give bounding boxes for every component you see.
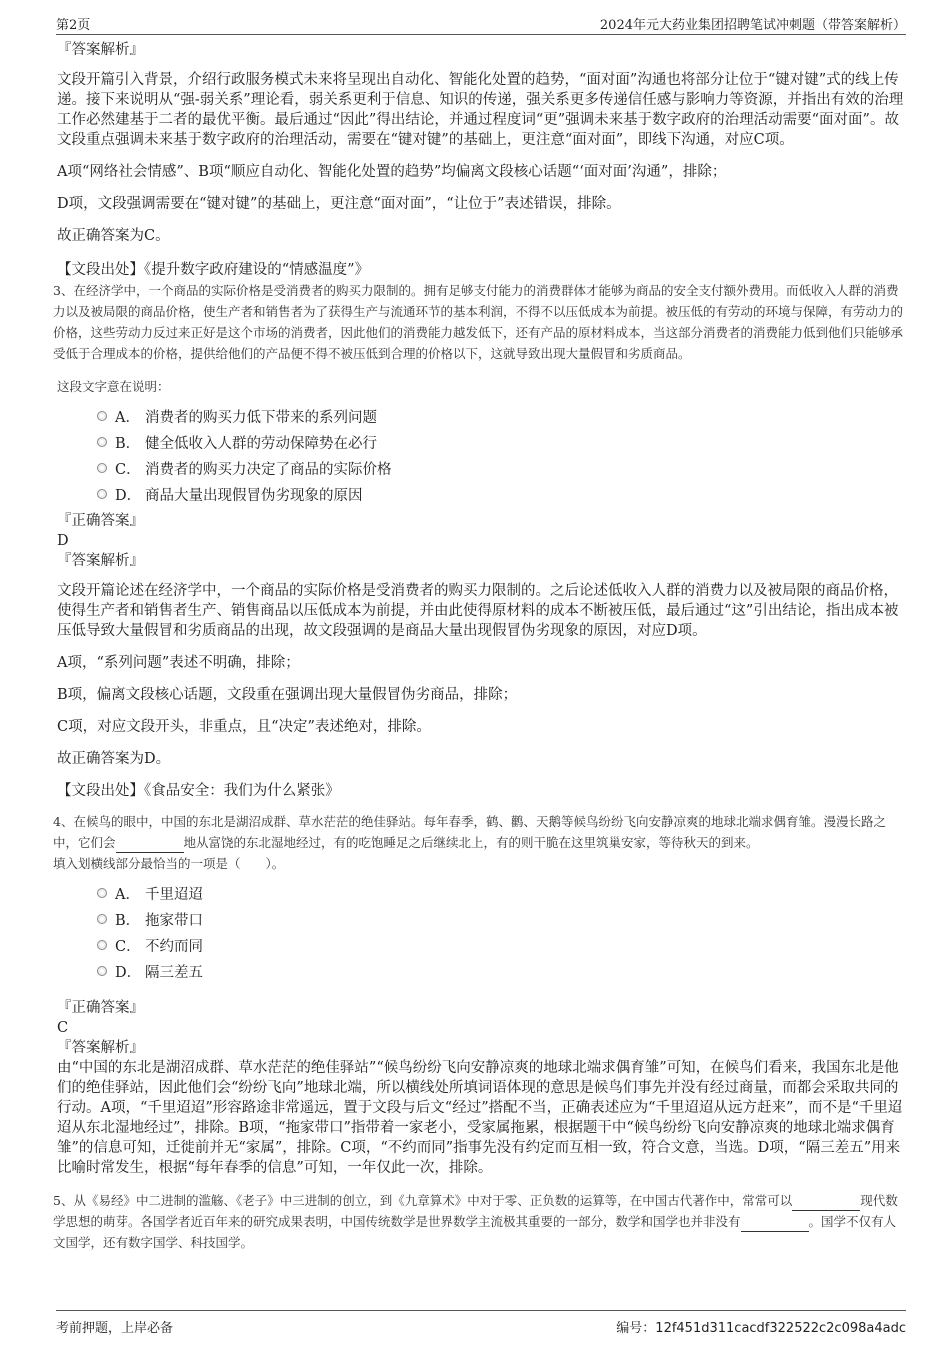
q4-options — [97, 880, 905, 984]
q4-analysis-text: 由“中国的东北是湖沼成群、草水茫茫的绝佳驿站”“候鸟纷纷飞向安静凉爽的地球北端求偶育雏”可知，在候鸟们看来，我国东北是他们的绝佳驿站，因此他们会“纷纷飞向”地球北端，所以横线处所填词语体现的意思是候鸟们事先并没有经过商量，而都会采取共同的行动。A项，“千里迢迢”形容路途非常遥远，置于文段与后文“经过”搭配不当，正确表述应为“千里迢迢从远方赶来”，而不是“千里迢迢从东北湿地经过”，排除。B项，“拖家带口”指带着一家老小，受家属拖累，根据题干中“候鸟纷纷飞向安静凉爽的地球北端求偶育雏”的信息可知，迁徙前并无“家属”，排除。C项，“不约而同”指事先没有约定而互相一致，符合文意，当选。D项，“隔三差五”用来比喻时常发生，根据“每年春季的信息”可知，一年仅此一次，排除。 — [57, 1060, 903, 1176]
radio-icon[interactable] — [97, 966, 107, 976]
radio-icon[interactable] — [97, 463, 107, 473]
q5-stem: 5、从《易经》中二进制的滥觞、《老子》中三进制的创立，到《九章算术》中对于零、正负数的运算等，在中国古代著作中，常常可以 现代数学思想的萌芽。各国学者近百年来的研究成果表明，中国传统数学是世界数学主流极其重要的一部分，数学和国学也并非没有 。国学不仅有人文国学，还有数字国学、科技国学。 — [53, 1193, 898, 1250]
q2-analysis-heading: 『答案解析』 — [57, 42, 144, 58]
q3-option-a[interactable]: A． 消费者的购买力低下带来的系列问题 — [97, 403, 905, 429]
page-number: 第2页 — [56, 18, 91, 33]
q4-correct-answer: C — [57, 1020, 69, 1036]
q3-conclusion: 故正确答案为D。 — [57, 751, 171, 767]
q4-question: 填入划横线部分最恰当的一项是（ ）。 — [53, 856, 285, 871]
document-code: 编号：12f451d311cacdf322522c2c098a4adc — [616, 1321, 906, 1336]
q4-option-c[interactable]: C． 不约而同 — [97, 932, 905, 958]
fill-blank — [741, 1217, 809, 1232]
q4-stem: 4、在候鸟的眼中，中国的东北是湖沼成群、草水茫茫的绝佳驿站。每年春季，鹤、鹳、天鹅等候鸟纷纷飞向安静凉爽的地球北端求偶育雏。漫漫长路之中，它们会 地从富饶的东北湿地经过，有的吃饱睡足之后继续北上，有的则干脆在这里筑巢安家，等待秋天的到来。 — [53, 811, 905, 853]
footer-slogan: 考前押题，上岸必备 — [56, 1321, 174, 1336]
q2-conclusion: 故正确答案为C。 — [57, 228, 170, 244]
fill-blank — [792, 1196, 860, 1211]
q4-option-b[interactable]: B． 拖家带口 — [97, 906, 905, 932]
q3-option-a-note: A项，“系列问题”表述不明确，排除； — [57, 655, 300, 671]
q4-option-d[interactable]: D． 隔三差五 — [97, 958, 905, 984]
radio-icon[interactable] — [97, 411, 107, 421]
q3-source: 【文段出处】《食品安全：我们为什么紧张》 — [57, 783, 340, 799]
q3-analysis-heading: 『答案解析』 — [57, 553, 144, 569]
document-title: 2024年元大药业集团招聘笔试冲刺题（带答案解析） — [599, 18, 906, 33]
q3-correct-heading: 『正确答案』 — [57, 513, 144, 529]
q2-option-d-note: D项，文段强调需要在“键对键”的基础上，更注意“面对面”，“让位于”表述错误，排除。 — [57, 196, 621, 212]
q3-option-b-note: B项，偏离文段核心话题，文段重在强调出现大量假冒伪劣商品，排除； — [57, 687, 518, 703]
q2-source: 【文段出处】《提升数字政府建设的“情感温度”》 — [57, 262, 370, 278]
q4-analysis-heading: 『答案解析』 — [57, 1040, 144, 1056]
q2-option-a-b-note: A项“网络社会情感”、B项“顺应自动化、智能化处置的趋势”均偏离文段核心话题“‘面对面’沟通”，排除； — [57, 164, 727, 180]
q4-correct-heading: 『正确答案』 — [57, 1000, 144, 1016]
q3-correct-answer: D — [57, 533, 69, 549]
q3-analysis-text: 文段开篇论述在经济学中，一个商品的实际价格是受消费者的购买力限制的。之后论述低收入人群的消费力以及被局限的商品价格，使得生产者和销售者生产、销售商品以压低成本为前提，并由此使得原材料的成本不断被压低，最后通过“这”引出结论，指出成本被压低导致大量假冒和劣质商品的出现，故文段强调的是商品大量出现假冒伪劣现象的原因，对应D项。 — [57, 583, 899, 639]
q4-option-a[interactable]: A． 千里迢迢 — [97, 880, 905, 906]
q3-option-c-note: C项，对应文段开头，非重点，且“决定”表述绝对，排除。 — [57, 719, 431, 735]
q2-analysis-text: 文段开篇引入背景，介绍行政服务模式未来将呈现出自动化、智能化处置的趋势，“面对面”沟通也将部分让位于“键对键”式的线上传递。接下来说明从“强-弱关系”理论看，弱关系更利于信息、知识的传递，强关系更多传递信任感与影响力等资源，并指出有效的治理工作必然建基于二者的最优平衡。最后通过“因此”得出结论，并通过程度词“更”强调未来基于数字政府的治理活动需要“面对面”。故文段重点强调未来基于数字政府的治理活动，需要在“键对键”的基础上，更注意“面对面”，即线下沟通，对应C项。 — [57, 72, 904, 148]
q3-question: 这段文字意在说明： — [57, 379, 170, 394]
radio-icon[interactable] — [97, 489, 107, 499]
q3-stem: 3、在经济学中，一个商品的实际价格是受消费者的购买力限制的。拥有足够支付能力的消费群体才能够为商品的安全支付额外费用。而低收入人群的消费力以及被局限的商品价格，使生产者和销售者为了获得生产与流通环节的基本利润，不得不以压低成本为前提。被压低的有劳动的环境与保障，有劳动力的价格，这些劳动力反过来正好是这个市场的消费者，因此他们的消费能力越发低下，还有产品的原材料成本，当这部分消费者的消费能力低到他们只能够承受低于合理成本的价格，提供给他们的产品便不得不被压低到合理的价格以下，这就导致出现大量假冒和劣质商品。 — [53, 283, 904, 361]
q3-option-b[interactable]: B． 健全低收入人群的劳动保障势在必行 — [97, 429, 905, 455]
q3-options — [97, 403, 905, 507]
q3-option-d[interactable]: D． 商品大量出现假冒伪劣现象的原因 — [97, 481, 905, 507]
radio-icon[interactable] — [97, 437, 107, 447]
page-header — [56, 10, 906, 35]
q3-option-c[interactable]: C． 消费者的购买力决定了商品的实际价格 — [97, 455, 905, 481]
radio-icon[interactable] — [97, 888, 107, 898]
fill-blank — [116, 838, 184, 853]
radio-icon[interactable] — [97, 914, 107, 924]
radio-icon[interactable] — [97, 940, 107, 950]
page-footer — [56, 1310, 906, 1335]
page-content — [53, 40, 905, 1253]
